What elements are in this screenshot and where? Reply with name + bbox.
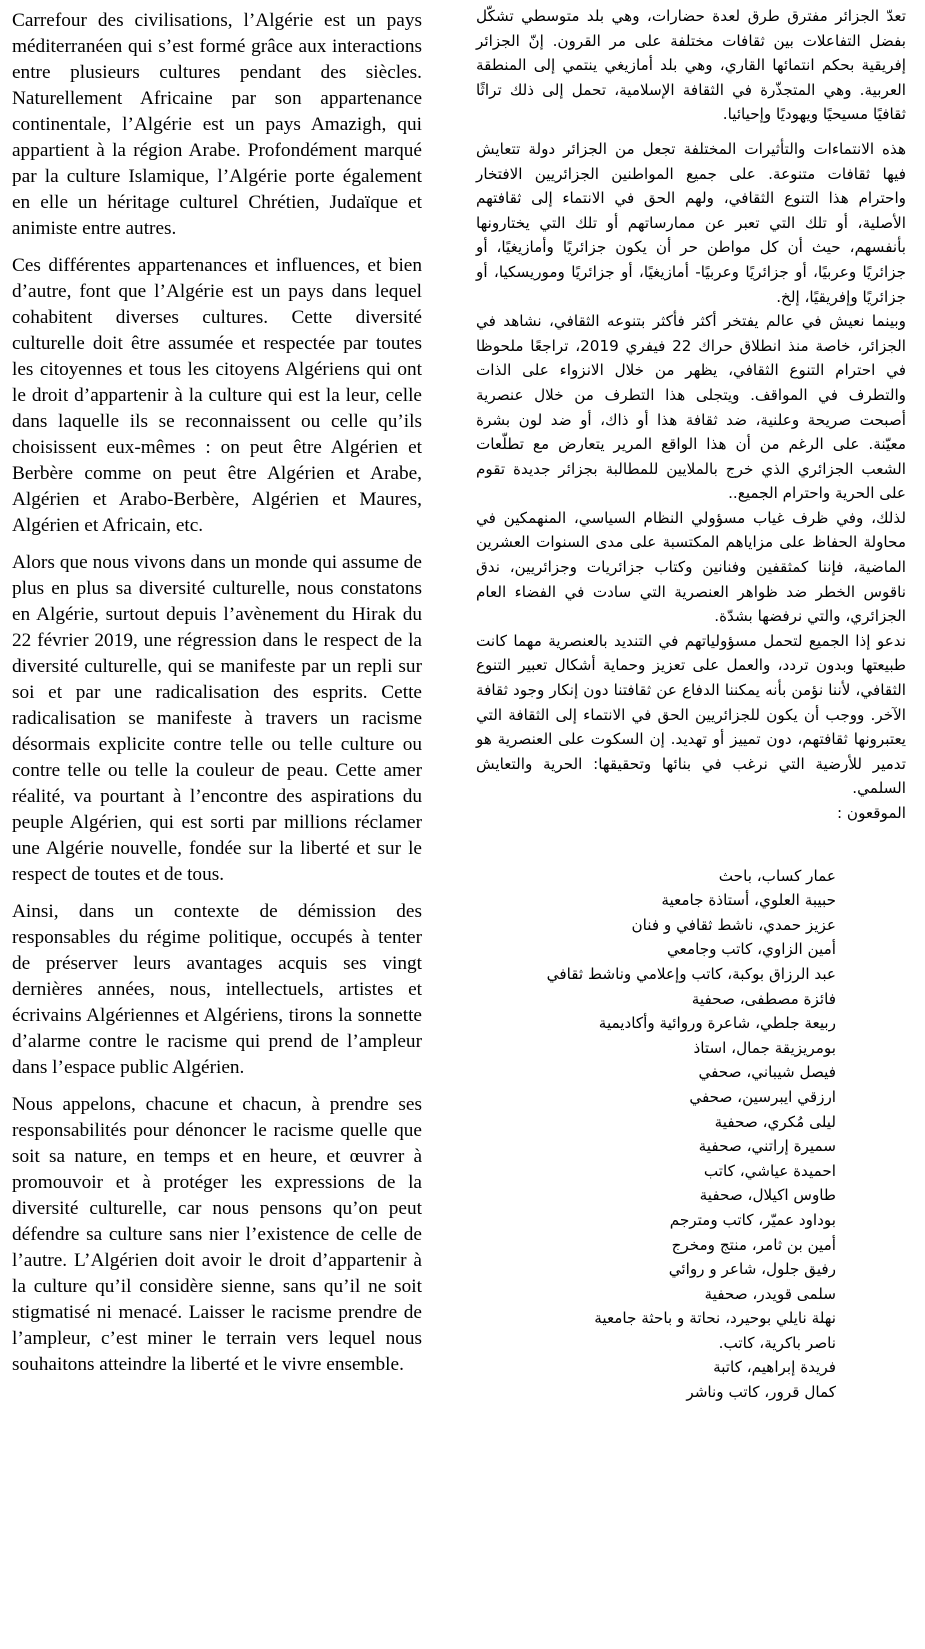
arabic-paragraph-5: ندعو إذا الجميع لتحمل مسؤولياتهم في التنديد بالعنصرية مهما كانت طبيعتها وبدون تردد، والعمل على تعزيز وحماية أشكال تعبير التنوع الثقافي، لأننا نؤمن بأنه يمكننا الدفاع عن ثقافتنا دون إنكار وجود ثقافة الآخر. ووجب أن يكون للجزائريين الحق في الانتماء إلى الثقافة التي يعتبرونها ثقافتهم، دون تمييز أو تهديد. إن السكوت على العنصرية هو تدمير للأرضية التي نرغب في بنائها وتحقيقها: الحرية والتعايش السلمي.	[476, 631, 906, 798]
arabic-paragraph-1: تعدّ الجزائر مفترق طرق لعدة حضارات، وهي بلد متوسطي تشكّل بفضل التفاعلات بين ثقافات مختلفة على مر القرون. إنّ الجزائر إفريقية بحكم انتمائها القاري، وهي بلد أمازيغي ينتمي إلى المنطقة العربية. وهي المتجذّرة في الثقافة الإسلامية، تحمل إلى ذلك تراثًا ثقافيًا مسيحيًا ويهوديًا وإحيائيا.	[476, 7, 906, 124]
french-paragraph-2: Ces différentes appartenances et influences, et bien d’autre, font que l’Algérie est un pays dans lequel cohabitent diverses cultures. Cette diversité culturelle doit être assumée et respectée par toutes les citoyennes et tous les citoyens Algériens qui ont le droit d’appartenir à la culture qui est la leur, celle dans laquelle ils se reconnaissent ou celle qu’ils choisissent eux-mêmes : on peut être Algérien et Berbère comme on peut être Algérien et Arabe, Algérien et Arabo-Berbère, Algérien et Maures, Algérien et Africain, etc.	[12, 255, 422, 536]
arabic-paragraph-2: هذه الانتماءات والتأثيرات المختلفة تجعل من الجزائر دولة تتعايش فيها ثقافات متنوعة. على جميع المواطنين الجزائريين الافتخار واحترام هذا التنوع الثقافي، ولهم الحق في الانتماء إلى ثقافتهم الأصلية، أو تلك التي تعبر عن ممارساتهم أو تلك التي يختارونها بأنفسهم، حيث أن كل مواطن حر أن يكون جزائريًا وأمازيغيًا، أو جزائريًا وعربيًا، أو جزائريًا وعربيًا- أمازيغيًا، أو جزائريًا وموريسكيا، أو جزائريًا وإفريقيًا، إلخ.	[476, 139, 906, 306]
signatory: أمين الزاوي، كاتب وجامعي	[666, 940, 836, 959]
signatory: بومريزيقة جمال، استاذ	[693, 1038, 836, 1057]
signatory: فريدة إبراهيم، كاتبة	[713, 1358, 836, 1377]
french-paragraph-1: Carrefour des civilisations, l’Algérie est un pays méditerranéen qui s’est formé grâce aux interactions entre plusieurs cultures pendant des siècles. Naturellement Africaine par son appartenance continentale, l’Algérie est un pays Amazigh, qui appartient à la région Arabe. Profondément marqué par la culture Islamique, l’Algérie porte également en elle un héritage culturel Chrétien, Judaïque et animiste entre autres.	[12, 10, 422, 239]
signatory: ليلى مُكري، صحفية	[714, 1112, 836, 1131]
signatory: كمال قرور، كاتب وناشر	[686, 1383, 836, 1402]
signatories-label: الموقعون :	[836, 804, 906, 822]
french-paragraph-5: Nous appelons, chacune et chacun, à prendre ses responsabilités pour dénoncer le racisme quelle que soit sa nature, en temps et en heure, et œuvrer à promouvoir et à protéger les expressions de la diversité culturelle, car nous pensons qu’on peut défendre sa culture sans nier l’existence de celle de l’autre. L’Algérien doit avoir le droit d’appartenir à la culture qu’il considère sienne, sans qu’il ne soit stigmatisé ni menacé. Laisser le racisme prendre de l’ampleur, c’est miner le terrain vers lequel nous souhaitons atteindre la liberté et le vivre ensemble.	[12, 1094, 422, 1375]
signatory: فيصل شيباني، صحفي	[698, 1063, 836, 1082]
signatory: ربيعة جلطي، شاعرة وروائية وأكاديمية	[598, 1014, 836, 1033]
signatory: بوداود عميّر، كاتب ومترجم	[669, 1210, 836, 1229]
arabic-column	[476, 4, 906, 1405]
signatory: نهلة نايلي بوحيرد، نحاتة و باحثة جامعية	[594, 1309, 836, 1328]
french-paragraph-3: Alors que nous vivons dans un monde qui assume de plus en plus sa diversité culturelle, nous constatons en Algérie, surtout depuis l’avènement du Hirak du 22 février 2019, une régression dans le respect de la diversité culturelle, qui se manifeste par un repli sur soi et par une radicalisation des esprits. Cette radicalisation se manifeste à travers un racisme désormais explicite contre telle ou telle culture ou contre telle ou telle la couleur de peau. Cette amer réalité, va pourtant à l’encontre des aspirations du peuple Algérien, qui est sorti par millions réclamer une Algérie nouvelle, fondée sur la liberté et sur le respect de toutes et de tous.	[12, 552, 422, 885]
french-column	[12, 8, 422, 1389]
arabic-paragraph-4: لذلك، وفي ظرف غياب مسؤولي النظام السياسي، المنهمكين في محاولة الحفاظ على مزاياهم المكتسبة على مدى السنوات العشرين الماضية، فإننا كمثقفين وفنانين وكتاب جزائريات وجزائريين، ندق ناقوس الخطر ضد ظواهر العنصرية التي سادت في الفضاء العام الجزائري، والتي نرفضها بشدّة.	[476, 508, 906, 626]
signatory: عبد الرزاق بوكبة، كاتب وإعلامي وناشط ثقافي	[546, 964, 836, 983]
signatory: حبيبة العلوي، أستاذة جامعية	[661, 891, 836, 910]
french-paragraph-4: Ainsi, dans un contexte de démission des responsables du régime politique, occupés à tenter de préserver leurs avantages acquis ses vingt dernières années, nous, intellectuels, artistes et écrivains Algériennes et Algériens, tirons la sonnette d’alarme contre le racisme qui prend de l’ampleur dans l’espace public Algérien.	[12, 901, 422, 1078]
signatory: ارزقي ايبرسين، صحفي	[689, 1087, 836, 1106]
signatory: رفيق جلول، شاعر و روائي	[668, 1260, 836, 1279]
signatory: فائزة مصطفى، صحفية	[691, 989, 836, 1008]
arabic-paragraph-3: وبينما نعيش في عالم يفتخر أكثر فأكثر بتنوعه الثقافي، نشاهد في الجزائر، خاصة منذ انطلاق حراك 22 فيفري 2019، تراجعًا ملحوظا في احترام التنوع الثقافي، يظهر من خلال الانزواء على الذات والتطرف في المواقف. ويتجلى هذا التطرف من خلال عنصرية أصبحت صريحة وعلنية، ضد ثقافة هذا أو ذاك، أو ضد لون بشرة معيّنة. على الرغم من أن هذا الواقع المرير يتعارض مع تطلّعات الشعب الجزائري الذي خرج بالملايين للمطالبة بجزائر جديدة تقوم على الحرية واحترام الجميع..	[476, 312, 906, 503]
signatory: طاوس اكيلال، صحفية	[699, 1186, 836, 1205]
signatory: ناصر باكرية، كاتب.	[718, 1333, 836, 1352]
signatory: سميرة إراتني، صحفية	[698, 1137, 836, 1156]
signatories-list	[476, 864, 906, 1405]
signatory: احميدة عياشي، كاتب	[703, 1161, 836, 1180]
signatory: أمين بن ثامر، منتج ومخرج	[671, 1235, 836, 1254]
signatory: سلمى قويدر، صحفية	[704, 1284, 836, 1303]
signatory: عزيز حمدي، ناشط ثقافي و فنان	[631, 915, 836, 934]
signatory: عمار كساب، باحث	[718, 866, 836, 885]
